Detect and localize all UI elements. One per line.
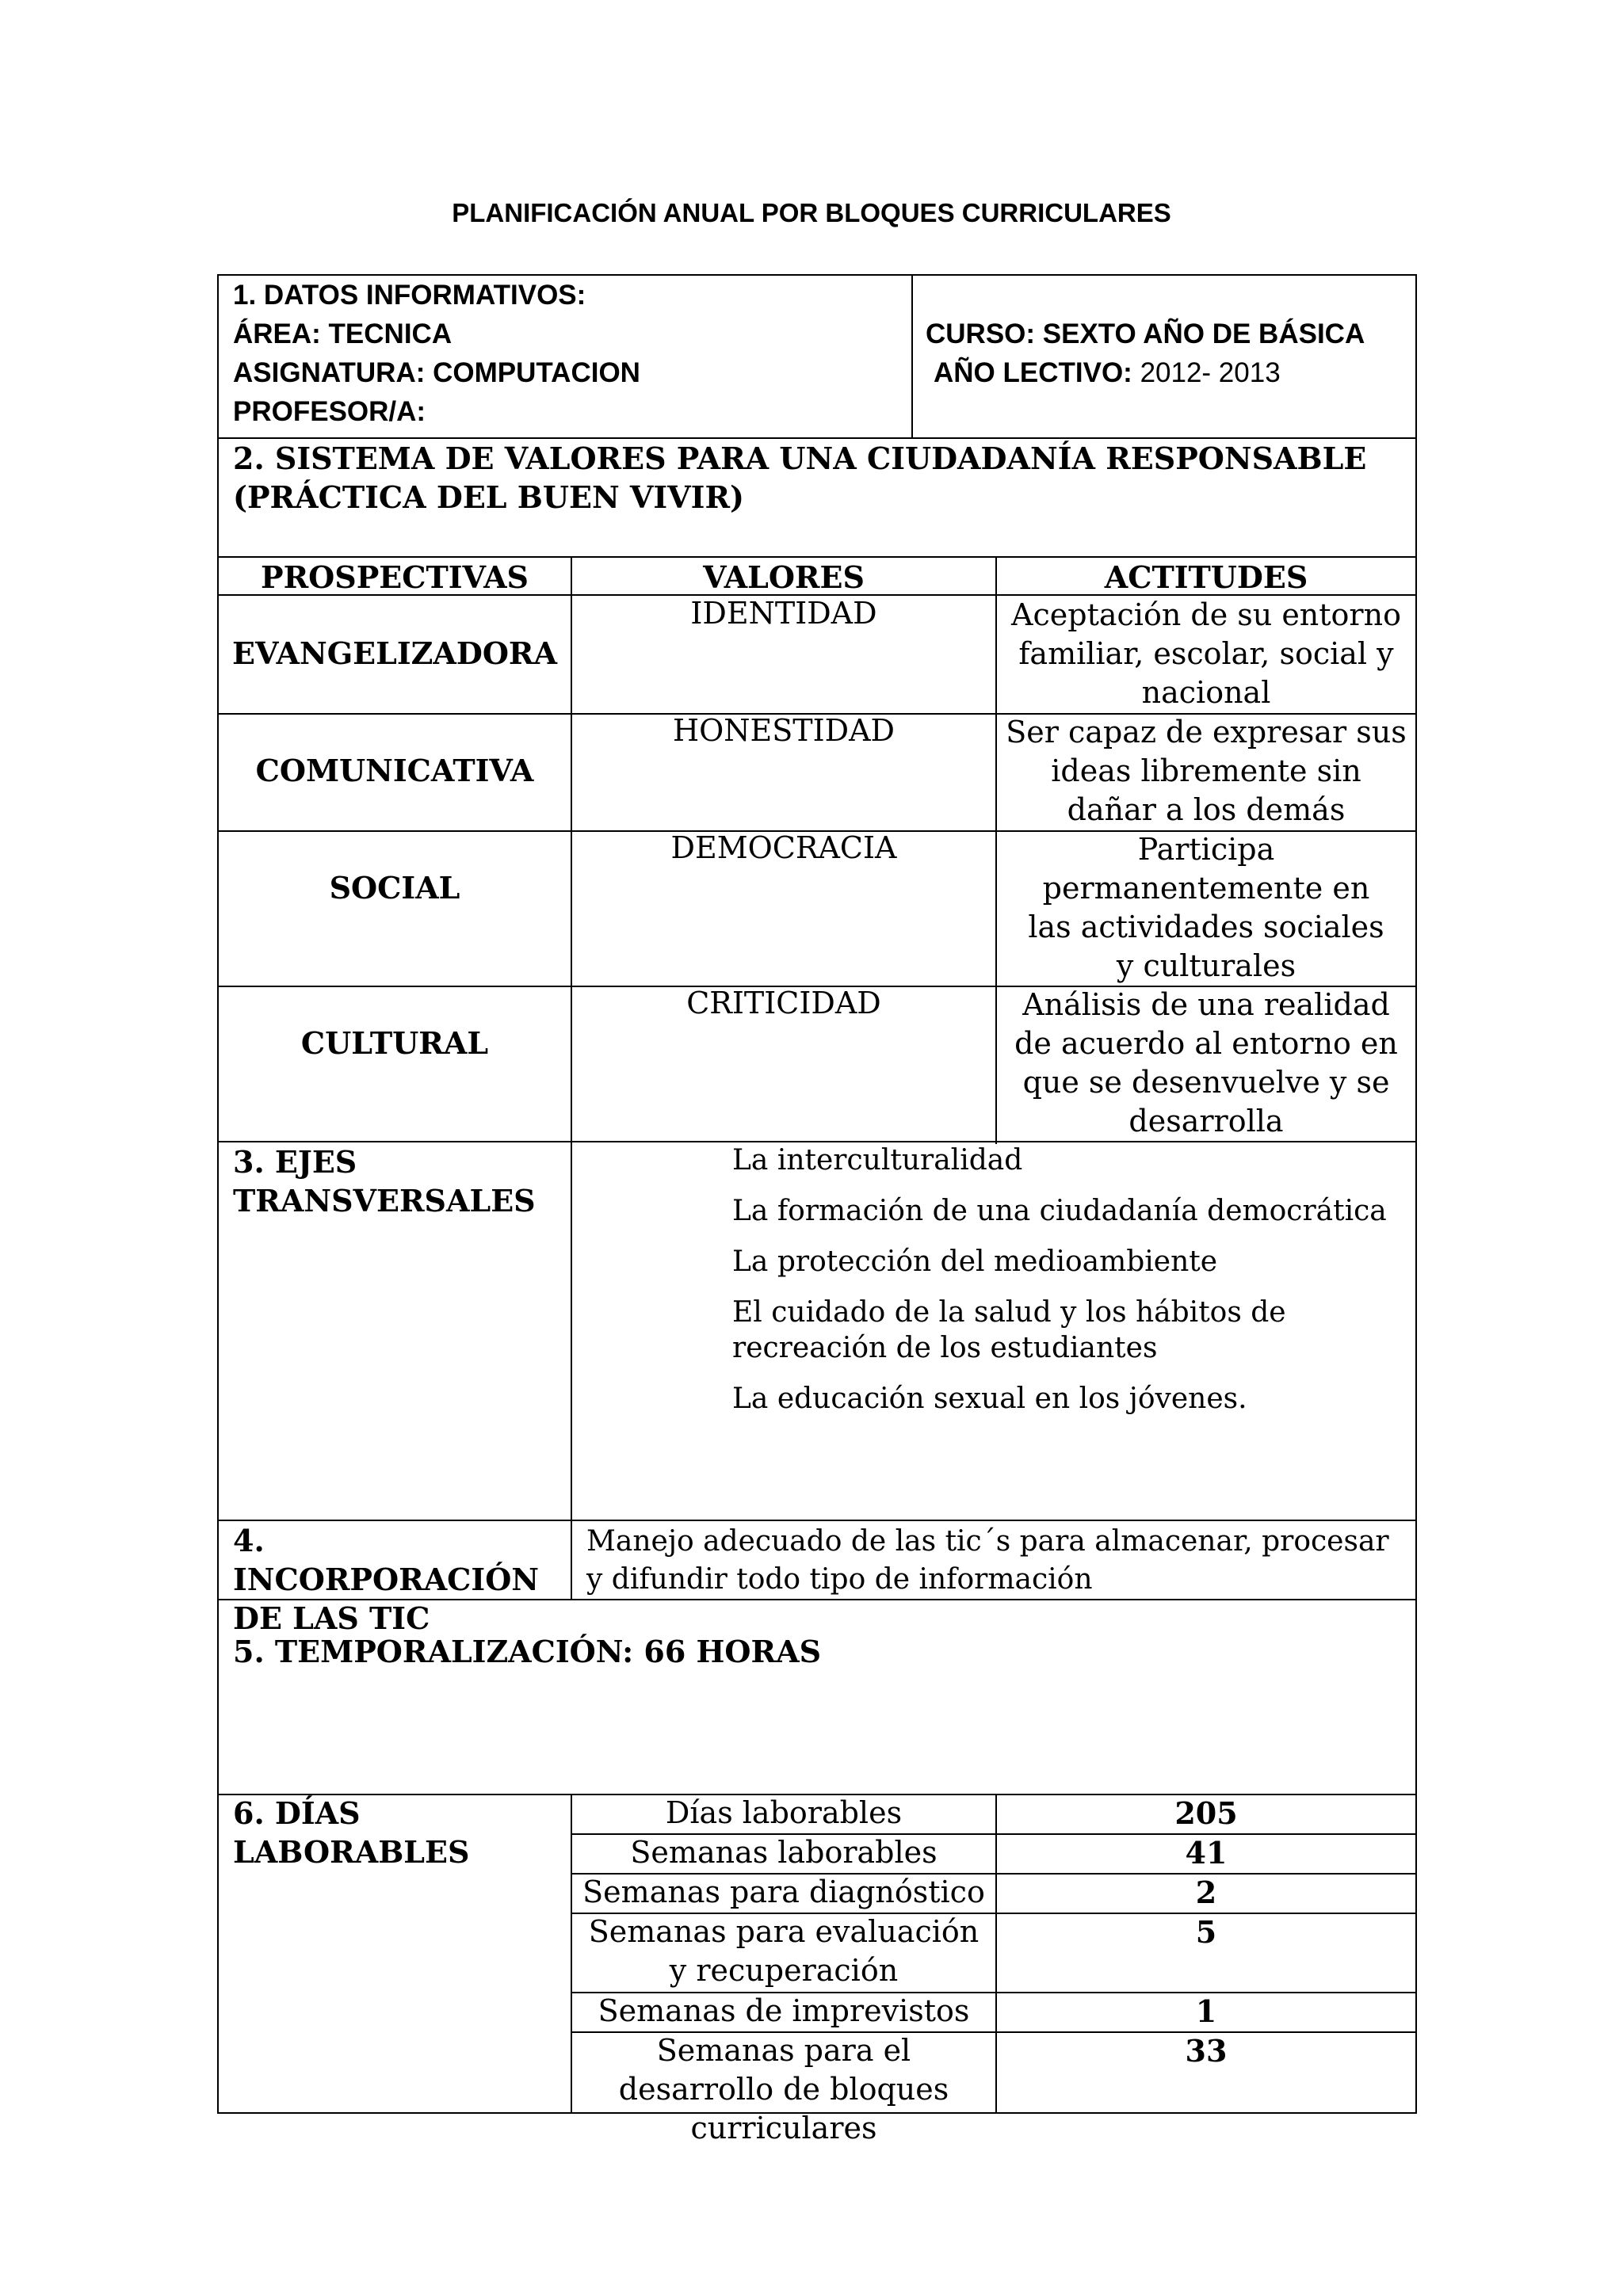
dias-label: Semanas de imprevistos: [598, 1993, 970, 2028]
datos-informativos: [233, 276, 907, 431]
section3-heading: 3. EJES TRANSVERSALES: [233, 1144, 536, 1219]
valor-cell: IDENTIDAD: [690, 596, 877, 631]
dias-label: Semanas para evaluación y recuperación: [588, 1914, 980, 1988]
section4-heading: 4. INCORPORACIÓN DE LAS TIC: [233, 1523, 540, 1636]
valor-cell: DEMOCRACIA: [670, 830, 897, 865]
dias-label: Días laborables: [665, 1795, 903, 1830]
dias-value: 2: [1195, 1875, 1217, 1910]
dias-value: 5: [1195, 1914, 1217, 1950]
list-item: La interculturalidad: [732, 1144, 1023, 1177]
dias-label: Semanas laborables: [630, 1835, 938, 1870]
actitud-cell: Ser capaz de expresar sus ideas libremente sin dañar a los demás: [1006, 715, 1407, 827]
col-header-actitudes: ACTITUDES: [1104, 559, 1308, 595]
list-item: El cuidado de la salud y los hábitos de recreación de los estudiantes: [732, 1296, 1286, 1364]
prospectiva-cell: EVANGELIZADORA: [232, 635, 557, 671]
prospectiva-cell: CULTURAL: [300, 1025, 489, 1061]
dias-value: 205: [1174, 1795, 1238, 1831]
col-header-valores: VALORES: [703, 559, 865, 595]
dias-label: Semanas para diagnóstico: [582, 1875, 985, 1909]
dias-value: 33: [1185, 2033, 1228, 2069]
anio-lectivo-label: AÑO LECTIVO:: [934, 357, 1132, 388]
dias-value: 41: [1185, 1835, 1228, 1871]
valor-cell: HONESTIDAD: [672, 713, 896, 748]
planning-table: [217, 274, 1417, 2145]
actitud-cell: Aceptación de su entorno familiar, escolar, social y nacional: [1011, 597, 1401, 710]
prospectiva-cell: SOCIAL: [329, 870, 460, 906]
actitud-cell: Participa permanentemente en las actividades sociales y culturales: [1028, 832, 1384, 983]
asignatura-field: ASIGNATURA: COMPUTACION: [233, 357, 640, 388]
dias-value: 1: [1195, 1993, 1217, 2029]
valor-cell: CRITICIDAD: [686, 986, 881, 1020]
curso-info: [926, 315, 1409, 392]
col-header-prospectivas: PROSPECTIVAS: [261, 559, 529, 595]
section6-heading: 6. DÍAS LABORABLES: [233, 1795, 470, 1870]
anio-lectivo-value: 2012- 2013: [1140, 357, 1281, 388]
list-item: La formación de una ciudadanía democrática: [732, 1195, 1387, 1227]
page-title: PLANIFICACIÓN ANUAL POR BLOQUES CURRICULARES: [452, 198, 1171, 227]
section1-heading: 1. DATOS INFORMATIVOS:: [233, 280, 586, 311]
area-field: ÁREA: TECNICA: [233, 318, 453, 349]
ejes-list: [732, 1142, 1406, 1417]
curso-field: CURSO: SEXTO AÑO DE BÁSICA: [926, 318, 1365, 349]
section5-heading: 5. TEMPORALIZACIÓN: 66 HORAS: [233, 1634, 822, 1669]
section2-heading: 2. SISTEMA DE VALORES PARA UNA CIUDADANÍA RESPONSABLE (PRÁCTICA DEL BUEN VIVIR): [233, 441, 1367, 515]
list-item: La educación sexual en los jóvenes.: [732, 1383, 1247, 1415]
dias-label: Semanas para el desarrollo de bloques curriculares: [618, 2033, 949, 2145]
prospectiva-cell: COMUNICATIVA: [255, 753, 534, 788]
actitud-cell: Análisis de una realidad de acuerdo al entorno en que se desenvuelve y se desarrolla: [1014, 987, 1398, 1138]
tic-text: Manejo adecuado de las tic´s para almacenar, procesar y difundir todo tipo de información: [586, 1525, 1389, 1596]
list-item: La protección del medioambiente: [732, 1245, 1218, 1278]
profesor-field: PROFESOR/A:: [233, 396, 426, 427]
anio-lectivo-field: [926, 353, 1409, 392]
